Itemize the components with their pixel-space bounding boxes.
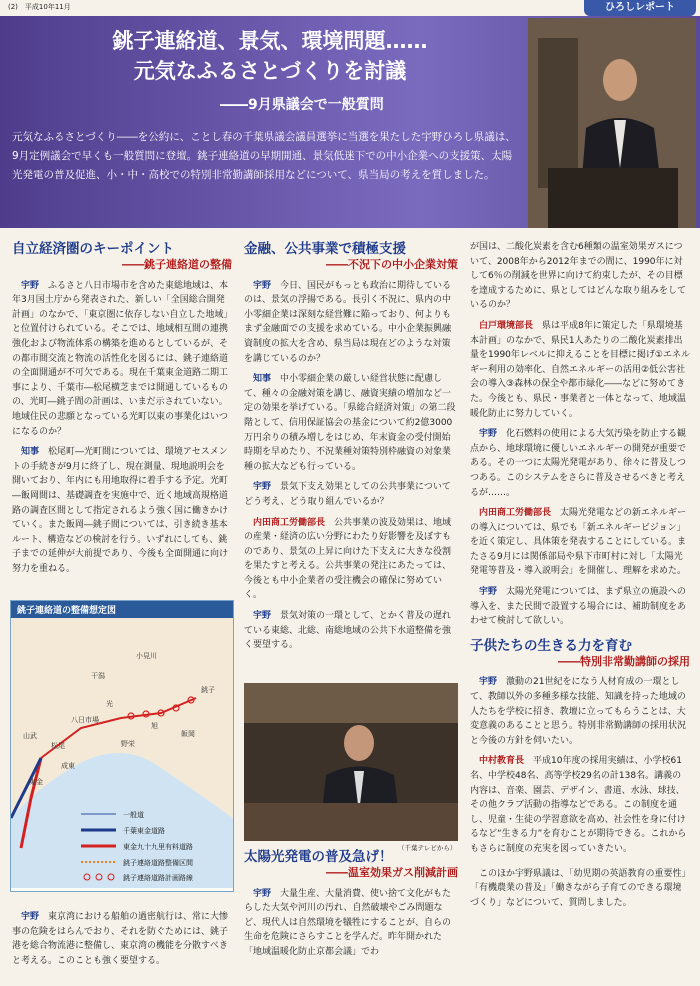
speaker-label: 宇野: [479, 677, 498, 688]
speaker-label: 宇野: [479, 587, 498, 598]
speaker-label: 宇野: [21, 280, 40, 291]
map-label: 干潟: [91, 672, 105, 680]
speaker-label: 内田商工労働部長: [479, 508, 552, 519]
paragraph: 知事 中小零細企業の厳しい経営状態に配慮して、種々の金融対策を講じ、融資実績の増加など一定の効果を挙げている。「県総合経済対策」の第二段階として、信用保証協会の基金について約2億3000万円余りの積み増しをはじめ、年末資金の受付開始時期を早めたり、不況業種対策特別枠融資の対象業種の拡大なども行っている。: [244, 374, 456, 472]
map-label: 八日市場: [71, 716, 99, 724]
map-label: 野栄: [121, 740, 135, 748]
page-number: (2) 平成10年11月: [8, 3, 71, 11]
title-line-1: 銚子連絡道、景気、環境問題……: [112, 29, 428, 53]
main-title: [20, 26, 520, 86]
section-subheading-solar: ――温室効果ガス削減計画: [326, 866, 458, 879]
paragraph: 宇野 景気対策の一環として、とかく普及の遅れている東総、北総、南総地域の公共下水道整備を強く要望する。: [244, 611, 452, 651]
speaker-label: 宇野: [21, 912, 40, 922]
map-label: 光: [106, 700, 113, 708]
section-subheading-education: ――特別非常勤講師の採用: [558, 654, 690, 668]
lead-paragraph: 元気なふるさとづくり――を公約に、ことし春の千葉県議会議員選挙に当選を果たした宇野ひろし県議は、9月定例議会で早くも一般質問に登壇。銚子連絡道の早期開通、景気低迷下での中小企業への支援策、太陽光発電の普及促進、小・中・高校での特別非常勤講師採用などについて、県当局の考えを質しました。: [12, 131, 516, 181]
section-heading-road: 自立経済圏のキーポイント: [12, 241, 174, 257]
legend-item: 東金九十九里有料道路: [123, 843, 193, 851]
title-line-2: 元気なふるさとづくりを討議: [133, 59, 407, 83]
paragraph: 宇野 化石燃料の使用による大気汚染を防止する観点から、地球環境に優しいエネルギーの開発が重要である。その一つに太陽光発電があり、徐々に普及しつつある。このシステムをさらに普及させるべきと考えるが……。: [470, 429, 687, 498]
speaker-label: 中村教育長: [479, 756, 525, 767]
column-2-bottom: [244, 848, 458, 966]
section-heading-finance: 金融、公共事業で積極支援: [244, 241, 406, 257]
speaker-label: 宇野: [253, 280, 272, 291]
legend-item: 一般道: [123, 811, 144, 819]
top-bar: [0, 0, 700, 14]
paragraph: 宇野 景気下支え効果としての公共事業についてどう考え、どう取り組んでいるか？: [244, 482, 451, 507]
map-label: 飯岡: [181, 730, 195, 738]
banner-subtitle: ――9月県議会で一般質問: [220, 97, 384, 113]
photo-caption: （千葉テレビから）: [398, 844, 457, 852]
speaker-label: 宇野: [479, 429, 498, 440]
speaker-photo: [528, 18, 696, 228]
paragraph: 宇野 激動の21世紀をになう人材育成の一環として、教師以外の多種多様な技能、知識を持った地域の人たちを学校に招き、教壇に立ってもらうことは、大変意義のあることと思う。特別非常勤講師の採用状況と今後の方針を伺いたい。: [470, 677, 687, 746]
legend-item: 銚子連絡道路整備区間: [123, 859, 193, 867]
map-label: 小見川: [136, 652, 157, 660]
speaker-label: 宇野: [253, 611, 272, 622]
column-1: [12, 240, 232, 582]
speaker-label: 白戸環境部長: [479, 320, 534, 331]
map-label: 松尾: [51, 742, 65, 750]
column-2: [244, 240, 458, 659]
paragraph: 宇野 東京湾における船舶の過密航行は、常に大惨事の危険をはらんでおり、それを防ぐためには、銚子港を総合物流港に整備し、東京湾の機能を分散すべきと考える。このことも強く要望する。: [12, 912, 229, 966]
speaker-label: 宇野: [253, 888, 272, 899]
paragraph: 宇野 今日、国民がもっとも政治に期待しているのは、景気の浮揚である。長引く不況に、県内の中小零細企業は深刻な経営難に陥っており、何よりもまず金融面での支援を求めている。中小企業振興融資制度の拡大を含め、県当局は現在どのような対策を講じているのか？: [244, 280, 452, 364]
closing-paragraph: このほか宇野県議は、「幼児期の英語教育の重要性」「有機農業の普及」「働きながら子育てのできる環境づくり」などについて、質問しました。: [470, 868, 687, 908]
section-subheading-road: ――銚子連絡道の整備: [122, 258, 232, 271]
map-label: 旭: [151, 722, 158, 730]
map-label: 銚子: [201, 686, 215, 694]
paragraph: 宇野 太陽光発電については、まず県立の施設への導入を、また民間で設置する場合には、補助制度をあわせて検討して欲しい。: [470, 587, 687, 627]
map-drawing: [11, 618, 233, 888]
paragraph: 中村教育長 平成10年度の採用実績は、小学校61名、中学校48名、高等学校29名の計138名。講義の内容は、音楽、園芸、デザイン、書道、水泳、球技、その他クラブ活動の指導などである。この制度を通し、児童・生徒の学習意欲を高め、社会性を身に付けるなど“生きる力”を育むことが期待できる。これからもさらに制度の充実を図っていきたい。: [470, 756, 687, 854]
paragraph: 宇野 ふるさと八日市場市を含めた東総地域は、本年3月国土庁から発表された、新しい「全国総合開発計画」のなかで、「東京圏に依存しない自立した地域」と位置付けられている。そこでは、地域相互間の連携強化および物流体系の構築を進めるとしているが、その都市間交流と物流の活性化を図るには、銚子連絡道の全面開通が不可欠である。現在千葉東金道路二期工事により、千葉市―松尾横芝までは開通しているものの、光町―銚子間の計画は、いまだ示されていない。地域住民の悲願となっている光町以東の事業化はいつになるのか？: [12, 280, 229, 437]
paragraph: が国は、二酸化炭素を含む6種類の温室効果ガスについて、2008年から2012年までの間に、1990年に対して6％の削減を世界に向けて約束したが、その目標を達成するために、県としてはどんな取り組みをしているのか？: [470, 242, 687, 311]
map-label: 成東: [61, 762, 75, 770]
assembly-photo: [244, 683, 458, 841]
paragraph: 内田商工労働部長 公共事業の波及効果は、地域の産業・経済の広い分野にわたり好影響を及ぼすものであり、景気の上昇に向けた下支えに大きな役割を果たすと考える。公共事業の発注にあたっては、今後とも中小企業者の受注機会の確保に努めていく。: [244, 517, 452, 601]
legend-item: 千葉東金道路: [123, 827, 165, 835]
speaker-label: 知事: [253, 374, 272, 385]
paragraph: 白戸環境部長 県は平成8年に策定した「県環境基本計画」のなかで、県民1人あたりの二酸化炭素排出量を1990年レベルに抑えることを目標に掲げ①エネルギー利用の効率化、自然エネルギーの活用②低公害社会の導入③森林の保全や都市緑化――などに努めてきた。今後とも、県民・事業者と一体となって、地域温暖化防止に努力していく。: [470, 320, 690, 419]
column-3: [470, 240, 690, 916]
paragraph: 内田商工労働部長 太陽光発電などの新エネルギーの導入については、県でも「新エネルギービジョン」を近く策定し、具体策を発表することにしている。またさる9月には関係部局や県下市町村に対し「太陽光発電等普及・導入説明会」を開催し、理解を求めた。: [470, 508, 687, 577]
section-heading-education: 子供たちの生きる力を育む: [470, 637, 632, 654]
map-title: 銚子連絡道の整備想定図: [11, 601, 233, 618]
section-heading-solar: 太陽光発電の普及急げ！: [244, 849, 393, 865]
paragraph: 知事 松尾町―光町間については、環境アセスメントの手続きが9月に終了し、現在測量、現地説明会を開いており、年内にも用地取得に着手する予定。光町―飯岡間は、基礎調査を実施中で、近く地域高規格道路の調査区間として指定されるよう強く国に働きかけていく。また飯岡―銚子間については、引き続き基本ルート、構造などの検討を行う。いずれにしても、銚子までの延伸が大前提であり、今後も全面開通に向け努力を重ねる。: [12, 447, 229, 574]
map-label: 山武: [23, 732, 37, 740]
newsletter-logo: ひろしレポート: [584, 0, 696, 16]
paragraph: 宇野 大量生産、大量消費、使い捨て文化がもたらした大気や河川の汚れ、自然破壊やごみ問題など、現代人は自然環境を犠牲にすることが、自らの生命を危険にさらすことを学んだ。昨年開かれた「地域温暖化防止京都会議」でわ: [244, 888, 452, 957]
route-map: [10, 600, 234, 892]
section-subheading-finance: ――不況下の中小企業対策: [326, 258, 458, 271]
legend-item: 銚子連絡道路計画路線: [123, 874, 193, 882]
speaker-label: 宇野: [253, 482, 272, 493]
map-label: 東金: [29, 778, 43, 786]
speaker-label: 知事: [21, 447, 40, 458]
column-1-bottom: [12, 910, 232, 974]
speaker-label: 内田商工労働部長: [253, 517, 326, 528]
